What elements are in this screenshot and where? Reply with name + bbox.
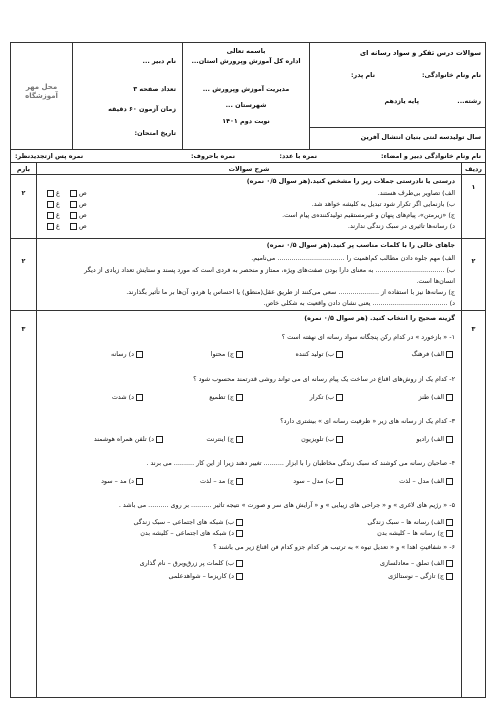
option-checkbox[interactable] (236, 351, 243, 358)
col-num-header: ردیف (461, 163, 485, 174)
option-label: د) مد – سود (101, 477, 134, 485)
option-checkbox[interactable] (236, 573, 243, 580)
option-checkbox[interactable] (446, 519, 453, 526)
option-label: الف) مدل – لذت (399, 477, 444, 485)
exam-meta-block (72, 43, 182, 149)
regrade-label: نمره پس ازتجدیدنظر: (15, 152, 84, 160)
false-checkbox[interactable] (47, 201, 54, 208)
option-label: د) کاریزما – شواهدعلمی (168, 572, 234, 580)
signature-row (11, 149, 485, 163)
table-header-row (11, 163, 485, 175)
option-label: ب) شبکه های اجتماعی – سبک زندگی (133, 518, 234, 526)
option-label: الف) رسانه ها – سبک زندگی (367, 518, 444, 526)
option-label: ج) تطمیع (209, 393, 234, 401)
option-checkbox[interactable] (446, 573, 453, 580)
option-checkbox[interactable] (236, 519, 243, 526)
option-label: الف) فرهنگ (411, 350, 444, 358)
question-1-number: ۱ (461, 175, 485, 238)
true-checkbox[interactable] (70, 190, 77, 197)
q1-tf-a (45, 189, 87, 197)
q3-4-text: ۴- صاحبان رسانه می کوشند که سبک زندگی مخاطبان را با ابزار .......... تغییر دهند زیرا از این کار .......... می برند . (146, 459, 455, 467)
option-label: ب) مدل – سود (293, 477, 334, 485)
question-3-score: ۳ (11, 311, 37, 697)
q3-2-opt-c[interactable] (209, 393, 245, 401)
q3-3-opt-a[interactable] (416, 435, 455, 443)
question-3-number: ۳ (461, 311, 485, 697)
option-label: ب) تولید کننده (295, 350, 334, 358)
student-name-label: نام ونام خانوادگی: (421, 71, 481, 79)
q3-1-opt-a[interactable] (412, 350, 455, 358)
q3-4-opt-c[interactable] (200, 477, 245, 485)
question-2-number: ۲ (461, 239, 485, 310)
false-label: غ (56, 222, 60, 230)
q3-6-opt-d[interactable] (169, 572, 246, 580)
q1-tf-d (45, 222, 87, 230)
subject-title: سوالات درس تفکر و سواد رسانه ای (359, 49, 481, 57)
q3-2-text: ۲- کدام یک از روش‌های اقناع در ساخت یک پیام رسانه ای می تواند روشی قدرتمند محسوب شود ؟ (193, 375, 455, 383)
false-checkbox[interactable] (47, 212, 54, 219)
q1-item-d: د) رسانه‌ها تاثیری در سبک زندگی ندارند. (347, 222, 455, 230)
q3-6-opt-b[interactable] (140, 559, 245, 567)
option-label: ج) تازگی – نوستالژی (388, 572, 444, 580)
option-label: د) شدت (111, 393, 134, 401)
question-2-row (11, 239, 485, 311)
option-checkbox[interactable] (136, 478, 143, 485)
teacher-name: نام دبیر ... (142, 57, 176, 65)
true-label: ص (78, 189, 87, 197)
question-3-title: گزینه صحیح را انتخاب کنید. (هر سوال ۰/۵ نمره) (304, 314, 455, 322)
q3-1-text: ۱- « بازخورد » در کدام رکن پنجگانه سواد رسانه ای نهفته است ؟ (281, 333, 455, 341)
option-label: د) تلفن همراه هوشمند (93, 435, 154, 443)
q3-4-opt-b[interactable] (293, 477, 345, 485)
option-checkbox[interactable] (236, 436, 243, 443)
q1-item-c: ج) «زیرمتن»، پیام‌های پنهان و غیرمستقیم تولیدکننده‌ی پیام است. (282, 211, 455, 219)
option-checkbox[interactable] (136, 351, 143, 358)
q2-item-d: د) ..................................... یعنی نشان دادن واقعیت به شکلی خاص. (263, 299, 455, 307)
true-checkbox[interactable] (70, 223, 77, 230)
q3-1-opt-c[interactable] (211, 350, 245, 358)
exam-duration: زمان آزمون ۶۰ دقیقه (108, 105, 176, 113)
option-checkbox[interactable] (446, 478, 453, 485)
q3-2-opt-a[interactable] (419, 393, 455, 401)
teacher-sign-label: نام ونام خانوادگی دبیر و امضاء: (380, 152, 481, 160)
score-words-label: نمره باحروف: (191, 152, 235, 160)
q3-1-opt-d[interactable] (111, 350, 145, 358)
q1-item-a: الف) تصاویر بی‌طرف هستند. (377, 189, 455, 197)
org-city: شهرستان ... (225, 101, 267, 109)
father-name-label: نام پدر: (350, 71, 375, 79)
question-3-row (11, 311, 485, 697)
org-district: مدیریت آموزش وپرورش ... (202, 85, 290, 93)
option-checkbox[interactable] (336, 351, 343, 358)
q2-item-b: ب) .................................. به معنای دارا بودن صفت‌های ویژه، ممتاز و منحصر به فردی است که مورد پسند و ستایش تعداد زیادی از دیگر (84, 266, 455, 274)
q3-5-opt-b[interactable] (134, 518, 245, 526)
field-label: رشته... (457, 97, 481, 105)
q3-4-opt-a[interactable] (399, 477, 455, 485)
option-label: ب) تکرار (309, 393, 334, 401)
page-count: تعداد صفحه ۳ (133, 85, 176, 93)
q3-6-opt-a[interactable] (380, 559, 455, 567)
true-checkbox[interactable] (70, 201, 77, 208)
exam-term: نوبت دوم ۱۴۰۱ (222, 117, 270, 125)
q2-item-c: ج) رسانه‌ها نیز با استفاده از .................... سعی می‌کنند از طریق عقل(منطق) یا احساس یا هردو، آن‌ها بر ما تأثیر بگذارند. (126, 288, 455, 296)
q3-5-opt-d[interactable] (140, 529, 245, 537)
false-label: غ (56, 189, 60, 197)
q3-3-opt-d[interactable] (94, 435, 165, 443)
q3-5-opt-a[interactable] (367, 518, 455, 526)
q1-tf-c (45, 211, 87, 219)
q3-5-opt-c[interactable] (377, 529, 455, 537)
bismillah: باسمه تعالی (226, 47, 266, 55)
option-checkbox[interactable] (236, 394, 243, 401)
option-checkbox[interactable] (446, 560, 453, 567)
q3-3-opt-b[interactable] (301, 435, 345, 443)
question-1-title: درستی یا نادرستی جملات زیر را مشخص کنید.(هر سوال ۰/۵ نمره) (246, 177, 455, 185)
question-2-title: جاهای خالی را با کلمات مناسب پر کنید.(هر سوال ۰/۵ نمره) (266, 241, 455, 249)
school-stamp-area (11, 43, 72, 149)
option-checkbox[interactable] (336, 478, 343, 485)
q3-5-text: ۵- « رژیم های لاغری » و « جراحی های زیبایی » و « آرایش های سر و صورت » نتیجه تاثیر .......... بر روی .......... می باشد . (118, 501, 455, 509)
producer-line: سال تولیدسه لنتی بنیان انتشال آفرین (360, 133, 481, 141)
option-label: الف) طنز (418, 393, 444, 401)
exam-header (11, 43, 485, 150)
grade-label: پایه یازدهم (384, 97, 419, 105)
q3-4-opt-d[interactable] (101, 477, 145, 485)
exam-date-label: تاریخ امتحان: (134, 129, 176, 137)
true-label: ص (78, 211, 87, 219)
true-checkbox[interactable] (70, 212, 77, 219)
option-checkbox[interactable] (446, 436, 453, 443)
question-2-score: ۲ (11, 239, 37, 310)
false-checkbox[interactable] (47, 223, 54, 230)
option-checkbox[interactable] (336, 436, 343, 443)
q2-item-b-cont: انسان‌ها است. (416, 277, 455, 285)
option-checkbox[interactable] (236, 478, 243, 485)
option-label: ج) رسانه ها – کلیشه بدن (377, 529, 444, 537)
option-checkbox[interactable] (236, 560, 243, 567)
false-checkbox[interactable] (47, 190, 54, 197)
option-checkbox[interactable] (446, 394, 453, 401)
stamp-label: محل مهر آموزشگاه (25, 83, 58, 100)
option-label: ب) کلمات پر زرق‌وبرق – نام گذاری (139, 559, 234, 567)
score-number-label: نمره با عدد: (279, 152, 317, 160)
option-label: ج) محتوا (210, 350, 234, 358)
option-checkbox[interactable] (156, 436, 163, 443)
col-score-header: بارم (11, 163, 37, 174)
org-info-block (182, 43, 309, 149)
q3-6-text: ۶- « شفافیتِ اهدا » و « تعدیل تیوه » به ترتیب هر کدام جزو کدام فن اقناع زیر می باشند ؟ (213, 543, 455, 551)
option-label: ج) مد – لذت (199, 477, 234, 485)
option-label: الف) تملق – معادلسازی (379, 559, 444, 567)
q1-tf-b (45, 200, 87, 208)
option-checkbox[interactable] (446, 351, 453, 358)
question-1-score: ۲ (11, 175, 37, 238)
q1-item-b: ب) بازنمایی اگر تکرار شود تبدیل به کلیشه خواهد شد. (311, 200, 455, 208)
q3-2-opt-d[interactable] (112, 393, 145, 401)
option-checkbox[interactable] (446, 530, 453, 537)
col-questions-header: شرح سوالات (228, 165, 270, 173)
q2-item-a: الف) مهم جلوه دادن مطالب کم‌اهمیت را ................................. می‌نامیم. (251, 254, 455, 262)
option-checkbox[interactable] (136, 394, 143, 401)
q3-1-opt-b[interactable] (296, 350, 345, 358)
false-label: غ (56, 211, 60, 219)
exam-sheet (10, 42, 486, 698)
false-label: غ (56, 200, 60, 208)
q3-6-opt-c[interactable] (388, 572, 455, 580)
q3-2-opt-b[interactable] (310, 393, 345, 401)
q3-3-text: ۳- کدام یک از رسانه های زیر « ظرفیت رسانه ای » بیشتری دارد؟ (280, 417, 455, 425)
option-label: د) رسانه (111, 350, 134, 358)
option-label: ج) اینترنت (206, 435, 234, 443)
option-label: ب) تلویزیون (301, 435, 334, 443)
true-label: ص (78, 200, 87, 208)
option-label: د) شبکه های اجتماعی – کلیشه بدن (140, 529, 234, 537)
q3-3-opt-c[interactable] (206, 435, 245, 443)
org-province: اداره کل آموزش وپرورش استان... (191, 57, 301, 65)
option-label: الف) رادیو (416, 435, 444, 443)
option-checkbox[interactable] (236, 530, 243, 537)
question-1-row (11, 175, 485, 239)
header-divider (309, 127, 485, 128)
option-checkbox[interactable] (336, 394, 343, 401)
true-label: ص (78, 222, 87, 230)
